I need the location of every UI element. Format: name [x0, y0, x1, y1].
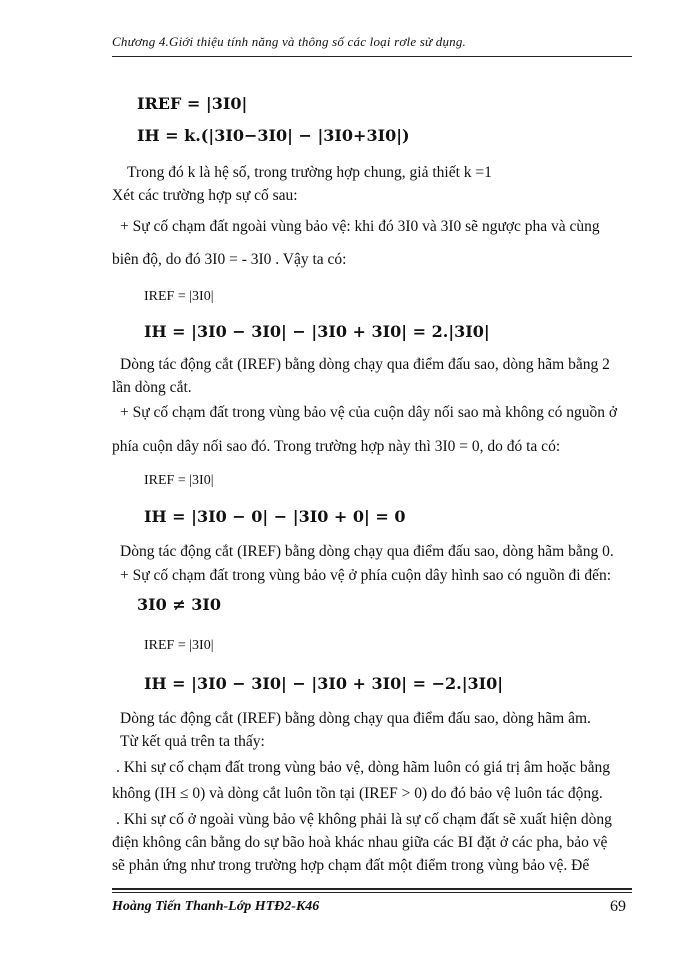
case2-equation-iref: IREF = |3I0| — [144, 473, 214, 488]
case1-text-line2: biên độ, do đó 3I0 = - 3I0 . Vậy ta có: — [112, 251, 347, 268]
case1-equation-ih: IH = |3I0 − 3I0| − |3I0 + 3I0| = 2.|3I0| — [144, 322, 490, 341]
case3-inequality: 3I0 ≠ 3I0 — [137, 595, 222, 614]
case2-text-line1: + Sự cố chạm đất trong vùng bảo vệ của cuộn dây nối sao mà không có nguồn ở — [120, 404, 618, 421]
case3-text-line1: + Sự cố chạm đất trong vùng bảo vệ ở phía cuộn dây hình sao có nguồn đi đến: — [120, 567, 612, 584]
page-number: 69 — [610, 898, 626, 915]
paragraph-cases-intro: Xét các trường hợp sự cố sau: — [112, 187, 298, 204]
case1-equation-iref: IREF = |3I0| — [144, 289, 214, 304]
equation-ih: IH = k.(|3I0−3I0| − |3I0+3I0|) — [137, 126, 410, 145]
case3-result: Dòng tác động cắt (IREF) bằng dòng chạy qua điểm đấu sao, dòng hãm âm. — [120, 710, 591, 727]
case3-equation-iref: IREF = |3I0| — [144, 638, 214, 653]
case2-result: Dòng tác động cắt (IREF) bằng dòng chạy qua điểm đấu sao, dòng hãm bằng 0. — [120, 543, 614, 560]
footer-author: Hoàng Tiến Thanh-Lớp HTĐ2-K46 — [112, 899, 320, 914]
conclusion-point2-line2: điện không cân bằng do sự bão hoà khác nhau giữa các BI đặt ở các pha, bảo vệ — [112, 834, 608, 851]
conclusion-point2-line1: . Khi sự cố ở ngoài vùng bảo vệ không phải là sự cố chạm đất sẽ xuất hiện dòng — [116, 811, 612, 828]
chapter-header: Chương 4.Giới thiệu tính năng và thông số các loại rơle sử dụng. — [112, 34, 466, 49]
case1-result-line2: lần dòng cắt. — [112, 379, 192, 396]
case2-text-line2: phía cuộn dây nối sao đó. Trong trường hợp này thì 3I0 = 0, do đó ta có: — [112, 438, 561, 455]
conclusion-point1-line1: . Khi sự cố chạm đất trong vùng bảo vệ, dòng hãm luôn có giá trị âm hoặc bằng — [116, 759, 610, 776]
case2-equation-ih: IH = |3I0 − 0| − |3I0 + 0| = 0 — [144, 507, 406, 526]
footer-rule-bottom — [112, 892, 632, 893]
conclusion-point1-line2: không (IH ≤ 0) và dòng cắt luôn tồn tại (IREF > 0) do đó bảo vệ luôn tác động. — [112, 785, 603, 802]
case3-equation-ih: IH = |3I0 − 3I0| − |3I0 + 3I0| = −2.|3I0| — [144, 674, 504, 693]
conclusion-intro: Từ kết quả trên ta thấy: — [120, 733, 265, 750]
paragraph-k-coefficient: Trong đó k là hệ số, trong trường hợp chung, giả thiết k =1 — [127, 164, 492, 181]
equation-iref: IREF = |3I0| — [137, 94, 248, 113]
header-rule — [112, 56, 632, 57]
case1-result-line1: Dòng tác động cắt (IREF) bằng dòng chạy qua điểm đấu sao, dòng hãm bằng 2 — [120, 356, 610, 373]
conclusion-point2-line3: sẽ phản ứng như trong trường hợp chạm đất một điểm trong vùng bảo vệ. Để — [112, 857, 590, 874]
case1-text-line1: + Sự cố chạm đất ngoài vùng bảo vệ: khi đó 3I0 và 3I0 sẽ ngược pha và cùng — [120, 218, 600, 235]
footer-rule-top — [112, 888, 632, 890]
